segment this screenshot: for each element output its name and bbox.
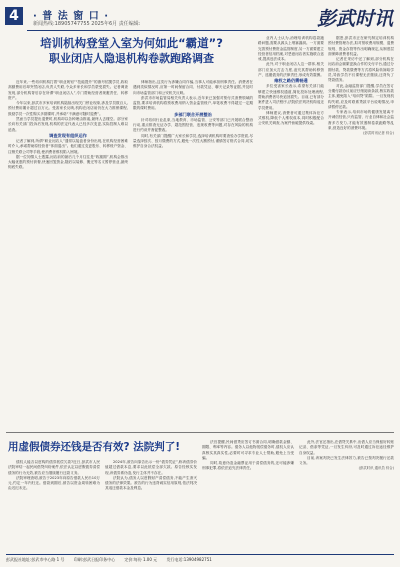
bottom-article-column-4 (299, 440, 394, 550)
paragraph: 律师建议,消费者可通过集体诉讼方式维权,降低个人维权成本,同时积极配合公安机关调查,为案件侦破提供线索。 (258, 110, 324, 126)
paragraph: 业内人士认为,治理培训机构卷款跑路问题,需要从源头上堵塞漏洞。一方面要完善预付费资金监管制度,另一方面要建立经营者信用档案,对恶意闭店者实施联合惩戒,提高违法成本。 (258, 36, 324, 62)
section-heading: 多部门联合开展整治 (174, 111, 212, 117)
paragraph: 多位受害家长表示,希望有关部门能够建立快速维权通道,简化投诉处理流程,帮助消费者尽快追回损失。目前,已有部分案件进入司法程序,法院依法判决机构返还学员费用。 (258, 84, 324, 110)
paragraph: 针对培训行业乱象,当地教育、市场监管、公安等部门已开展联合整治行动,重点排查无证办学、超范围经营、违规收费等问题,对存在风险的机构进行约谈并督促整改。 (133, 117, 253, 133)
paragraph: 今年以来,彭武市多家培训机构陆续出现关门停业现象,涉及学员数百人,预付费用累计超过百万元。受害家长反映,机构在闭店前仍在大力推销课程,鼓励学员一次性购买多期课时,并承诺“不满意可随时退费”。 (8, 101, 128, 116)
header-subline: 新闻热线:18905747755 2025年6月 责任编辑: (33, 21, 141, 27)
main-article-column-2 (133, 80, 253, 428)
main-article-title: 培训机构登堂入室为何如此“霸道”? (40, 36, 223, 50)
paragraph: 同时,有关部门提醒广大家长和学员,选择培训机构时要查验办学资质,尽量选择按次、按月缴费的方式,避免一次性大额预付,谨慎签订格式合同,切实维护自身合法权益。 (133, 133, 253, 149)
page-footer (6, 554, 394, 567)
paragraph: 据一位知情人士透露,闭店前的最后几个月往往是“收割期”,机构会推出大幅优惠的预付套餐,快速回笼资金,随后以装修、搬迁等名义暂停营业,最终彻底失联。 (8, 154, 128, 170)
page-header (5, 4, 395, 32)
page-number-badge (5, 7, 23, 25)
paragraph: 对此,金融监管部门提醒,学员在签订分期付款协议前应仔细阅读条款,核实收款主体,避免陷入“培训贷”陷阱。一旦发现机构失联,应及时联系贷款平台说明情况,申请暂停还款。 (328, 83, 394, 109)
paragraph: 此外,对于职业闭店人这一群体,相关部门应加大打击力度,追究其帮助转移资产、逃避债务的法律责任,形成有效震慑。 (258, 62, 324, 78)
paragraph: 然而当学员提出退费时,机构却以各种理由推诿,最终人去楼空。部分家长向有关部门投诉后发现,机构的法定代表人已经多次变更,实际控制人难以追查。 (8, 117, 128, 132)
paragraph: 彭武市市场监管局相关负责人表示,近年来已加强对预付式消费领域的监管,要求培训机构将预收费用纳入资金监管账户,单笔收费不得超过一定期限的课时费用。 (133, 95, 253, 111)
header-rule (27, 30, 317, 31)
bottom-article-column-1 (8, 460, 100, 550)
bottom-article-column-3 (202, 440, 294, 550)
paragraph: 债权人能否以虚构的债券抵偿欠款?近日,彭武市人民法院审结一起民间借贷纠纷案件,依法认定以虚假债券清偿债务的行为无效,被告应当继续履行还款义务。 (8, 460, 100, 475)
paragraph: 同时,故意伪造金融票证用于清偿债务的,还可能涉嫌刑事犯罪,将依法追究法律责任。 (202, 461, 294, 471)
paragraph: 法院认为,债务人以虚假财产清偿债务,不能产生消灭债务的法律效果。被告的行为违背诚实信用原则,依法判决其返还借款本金及利息。 (105, 475, 197, 491)
section-heading: 维权之路仍需畅通 (274, 78, 308, 84)
article-divider (6, 432, 394, 433)
main-article-subtitle: 职业闭店人隐退机构卷款跑路调查 (49, 52, 214, 65)
paragraph: 近年来,一些培训机构打着“职业规划”“技能提升”的旗号招揽学员,收取高额费用后却突然闭店,负责人失联,令众多家长和学员蒙受损失。记者调查发现,部分机构背后存在所谓“职业闭店人”,专门帮助经营者规避责任、转移资产。 (8, 80, 128, 100)
article-credit: (彭武时讯 通讯员 综合) (358, 466, 394, 471)
paragraph: 据悉,彭武市正在研究制定培训机构预付费管理办法,拟对预收费用规模、退费规则、资金存管等作出明确规定,从制度层面保障消费者权益。 (328, 36, 394, 56)
footer-hotline: 发行电话:13904982751 (166, 557, 212, 562)
main-article-headline (8, 36, 255, 76)
main-article-column-1 (8, 80, 128, 428)
main-article-column-4 (328, 36, 394, 428)
bottom-article-column-2 (105, 460, 197, 550)
paragraph: 2024年,被告向原告出示一份“债券凭证”,称该债券价值超过借款本息,要求以此抵偿全部欠款。原告经核实发现,该债券系伪造,发行主体并不存在。 (105, 460, 197, 475)
section-heading: 调查发现有组织运作 (49, 132, 87, 138)
section-name: · 普 法 窗 口 · (33, 11, 110, 22)
paragraph: 法官提醒,民间借贷应签订书面合同,明确借款金额、期限、利率等内容。债务人以他物抵偿债务时,债权人应认真核实其真实性,必要时可寻求专业人士帮助,避免上当受骗。 (202, 440, 294, 460)
paragraph: 法院审理查明,被告于2023年向原告借款人民币10万元,约定一年内归还。借款到期后,被告以资金周转困难为由迟迟未还。 (8, 475, 100, 491)
main-article-column-3 (258, 36, 324, 428)
footer-printer: 印刷:彭武日报印务中心 (73, 557, 116, 562)
paragraph: 专家表示,培训市场的健康发展离不开诚信经营,只有监管、行业自律和社会监督多方发力,才能有效遏制卷款跑路等乱象,营造良好的消费环境。 (328, 110, 394, 131)
paragraph: 记者了解到,所谓“职业闭店人”通常以接盘者身份出现,在机构经营困难时介入,承诺帮助原经营者“体面退出”。他们通过变更股东、转移账户资金、注销关联公司等手段,使消费者维权陷入困境。 (8, 138, 128, 154)
footer-address: 彭武报社地址:彭武市中心路 1 号 (6, 557, 65, 562)
paragraph: 记者在采访中还了解到,部分机构在闭店前会频繁更换合作的支付平台,通过分期付款、贷款缴费等方式将风险转嫁给学员,导致学员不仅课程无法继续,还背负了贷款债务。 (328, 57, 394, 83)
paragraph: 此外,法官还指出,在借贷关系中,出借人应当保留好转账记录、借条等凭证,一旦发生纠纷,可及时通过诉讼途径维护自身权益。 (299, 440, 394, 455)
masthead-logo: 彭武时讯 (316, 8, 393, 30)
paragraph: 律师指出,这类行为涉嫌合同诈骗,当事人可能承担刑事责任。消费者在遇到类似情况时,应第一时间保留合同、付款凭证、聊天记录等证据,并及时向市场监管部门和公安机关反映。 (133, 80, 253, 95)
bottom-article-title: 用虚假债券还钱是否有效? 法院判了! (8, 441, 181, 453)
footer-price: 定价:每份 1.00 元 (124, 557, 158, 562)
paragraph: 目前,该案判决已发生法律效力,被告已按判决履行还款义务。 (299, 455, 394, 466)
page-number: 4 (9, 8, 19, 24)
article-credit: (彭武时讯记者 综合) (363, 131, 394, 136)
